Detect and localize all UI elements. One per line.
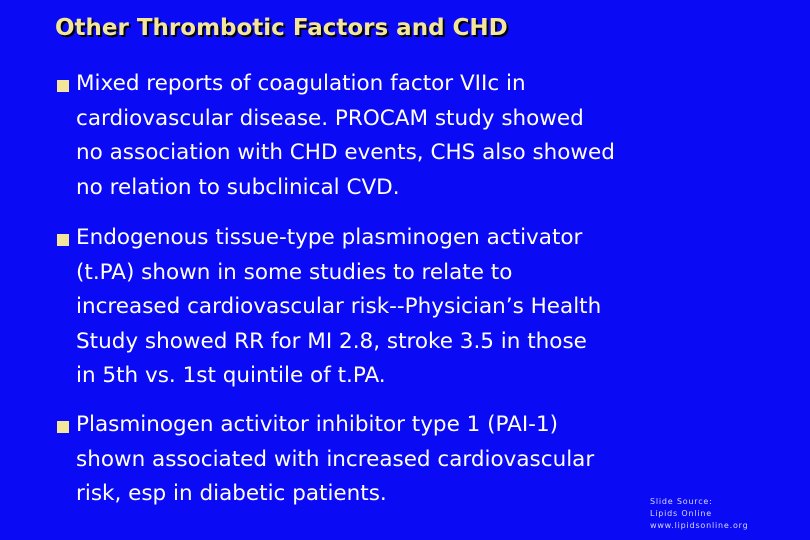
source-name: Lipids Online [650,509,712,518]
source-url: www.lipidsonline.org [650,521,749,530]
slide-title: Other Thrombotic Factors and CHD [55,15,508,41]
source-label: Slide Source: [650,497,713,506]
bullet-text-1: Mixed reports of coagulation factor VIIc in cardiovascular disease. PROCAM study showed no association with CHD events, CHS also showed no relation to subclinical CVD. [76,71,615,200]
bullet-text-2: Endogenous tissue-type plasminogen activator (t.PA) shown in some studies to relate to increased cardiovascular risk--Physician’s Health Study showed RR for MI 2.8, stroke 3.5 in those in 5th vs. 1st quintile of t.PA. [76,225,602,388]
bullet-text-3: Plasminogen activitor inhibitor type 1 (PAI-1) shown associated with increased cardiovascular risk, esp in diabetic patients. [76,412,595,506]
square-bullet-icon [57,234,69,246]
slide-source [650,496,749,532]
square-bullet-icon [57,421,69,433]
square-bullet-icon [57,80,69,92]
